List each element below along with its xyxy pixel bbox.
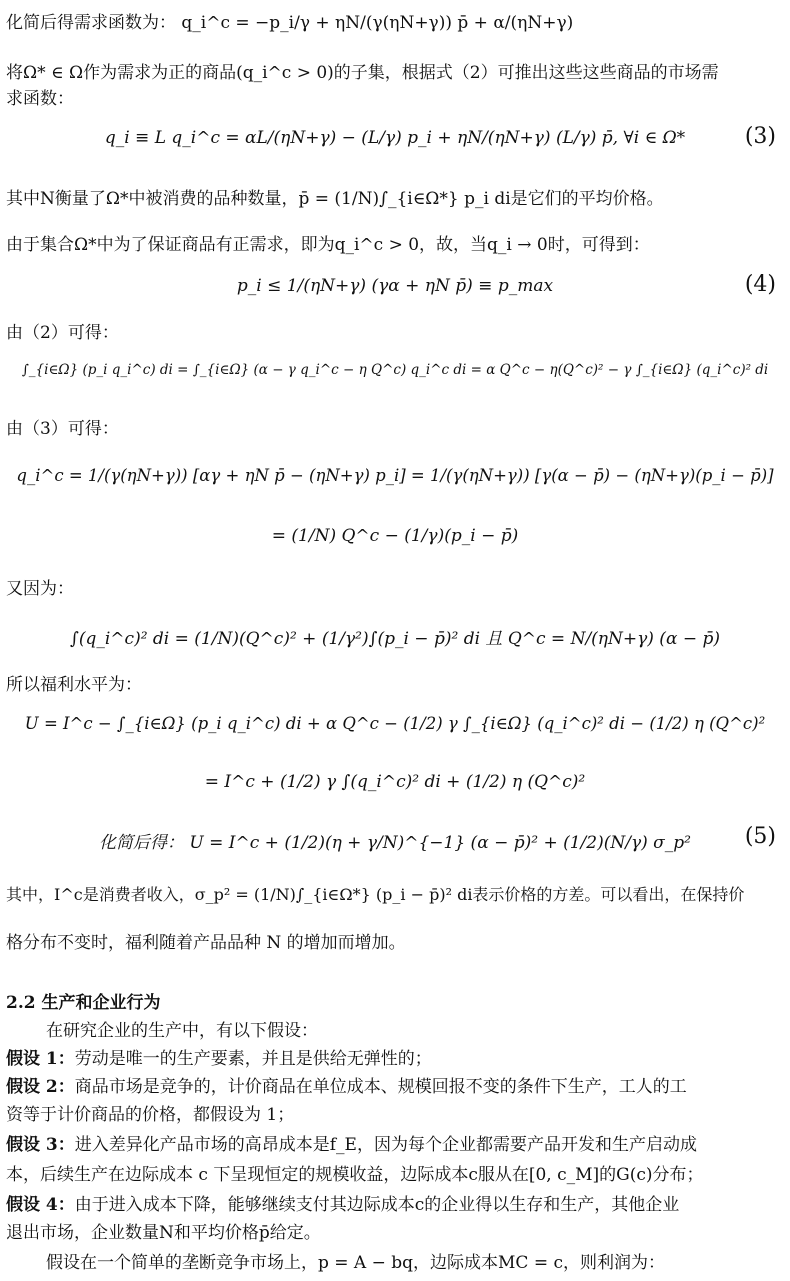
welfare-equation-line-1: U = I^c − ∫_{i∈Ω} (p_i q_i^c) di + α Q^c − (1/2) γ ∫_{i∈Ω} (q_i^c)² di − (1/2) η (Q^c)² xyxy=(24,714,766,733)
profit-intro: 假设在一个简单的垄断竞争市场上，p = A − bq，边际成本MC = c，则利润为： xyxy=(46,1253,666,1273)
variety-count-text: 其中N衡量了Ω*中被消费的品种数量，p̄ = (1/N)∫_{i∈Ω*} p_i di是它们的平均价格。 xyxy=(6,189,664,209)
demand-function-line: 化简后得需求函数为： q_i^c = −p_i/γ + ηN/(γ(ηN+γ)) p̄ + α/(ηN+γ) xyxy=(6,13,574,33)
assumption-4-text-1: 由于进入成本下降，能够继续支付其边际成本c的企业得以生存和生产，其他企业 xyxy=(74,1195,680,1215)
welfare-equation-line-2: = I^c + (1/2) γ ∫(q_i^c)² di + (1/2) η (Q^c)² xyxy=(204,772,586,792)
equation-5: 化简后得： U = I^c + (1/2)(η + γ/N)^{−1} (α − p̄)² + (1/2)(N/γ) σ_p² xyxy=(99,833,691,853)
from-3-label: 由（3）可得： xyxy=(6,419,119,439)
qc-equation-line-1: q_i^c = 1/(γ(ηN+γ)) [αγ + ηN p̄ − (ηN+γ) p_i] = 1/(γ(ηN+γ)) [γ(α − p̄) − (ηN+γ)(p_i − p̄)] xyxy=(16,466,774,485)
income-variance-text-1: 其中，I^c是消费者收入，σ_p² = (1/N)∫_{i∈Ω*} (p_i − p̄)² di表示价格的方差。可以看出，在保持价 xyxy=(6,885,745,904)
equation-4-number: (4) xyxy=(744,272,776,297)
assumption-4-label: 假设 4： xyxy=(6,1195,75,1215)
assumptions-intro: 在研究企业的生产中，有以下假设： xyxy=(46,1021,318,1041)
subset-text-line-1: 将Ω* ∈ Ω作为需求为正的商品(q_i^c > 0)的子集，根据式（2）可推出这些这些商品的市场需 xyxy=(6,63,719,83)
assumption-1-label: 假设 1： xyxy=(6,1049,75,1069)
equation-3-number: (3) xyxy=(744,124,776,149)
subset-text-line-2: 求函数： xyxy=(6,89,74,109)
assumption-4-line-1 xyxy=(6,1192,780,1218)
assumption-2-label: 假设 2： xyxy=(6,1077,75,1097)
assumption-2-text-1: 商品市场是竞争的，计价商品在单位成本、规模回报不变的条件下生产，工人的工 xyxy=(74,1077,687,1097)
positive-demand-text: 由于集合Ω*中为了保证商品有正需求，即为q_i^c > 0，故，当q_i → 0时，可得到： xyxy=(6,235,650,255)
assumption-1 xyxy=(6,1046,780,1072)
assumption-3-text-2: 本，后续生产在边际成本 c 下呈现恒定的规模收益，边际成本c服从在[0, c_M]的G(c)分布； xyxy=(6,1165,704,1185)
section-heading-2-2: 2.2 生产和企业行为 xyxy=(6,993,161,1013)
assumption-3-label: 假设 3： xyxy=(6,1135,75,1155)
assumption-3-line-1 xyxy=(6,1132,780,1158)
assumption-1-text: 劳动是唯一的生产要素，并且是供给无弹性的； xyxy=(74,1049,432,1069)
assumption-4-text-2: 退出市场，企业数量N和平均价格p̄给定。 xyxy=(6,1223,321,1243)
assumption-2-text-2: 资等于计价商品的价格，都假设为 1； xyxy=(6,1105,295,1125)
welfare-label: 所以福利水平为： xyxy=(6,675,142,695)
because-label: 又因为： xyxy=(6,579,74,599)
qc-equation-line-2: = (1/N) Q^c − (1/γ)(p_i − p̄) xyxy=(271,526,519,546)
assumption-2-line-1 xyxy=(6,1074,780,1100)
equation-3: q_i ≡ L q_i^c = αL/(ηN+γ) − (L/γ) p_i + ηN/(ηN+γ) (L/γ) p̄, ∀i ∈ Ω* xyxy=(104,128,686,148)
equation-4: p_i ≤ 1/(ηN+γ) (γα + ηN p̄) ≡ p_max xyxy=(236,276,554,296)
equation-5-number: (5) xyxy=(744,824,776,849)
from-2-label: 由（2）可得： xyxy=(6,323,119,343)
income-variance-text-2: 格分布不变时，福利随着产品品种 N 的增加而增加。 xyxy=(6,933,406,953)
squared-integral-equation: ∫(q_i^c)² di = (1/N)(Q^c)² + (1/γ²)∫(p_i − p̄)² di 且 Q^c = N/(ηN+γ) (α − p̄) xyxy=(70,629,720,649)
assumption-3-text-1: 进入差异化产品市场的高昂成本是f_E，因为每个企业都需要产品开发和生产启动成 xyxy=(74,1135,697,1155)
integral-equation: ∫_{i∈Ω} (p_i q_i^c) di = ∫_{i∈Ω} (α − γ q_i^c − η Q^c) q_i^c di = α Q^c − η(Q^c)² − γ ∫_{i∈Ω} (q_i^c)² di xyxy=(21,362,769,378)
